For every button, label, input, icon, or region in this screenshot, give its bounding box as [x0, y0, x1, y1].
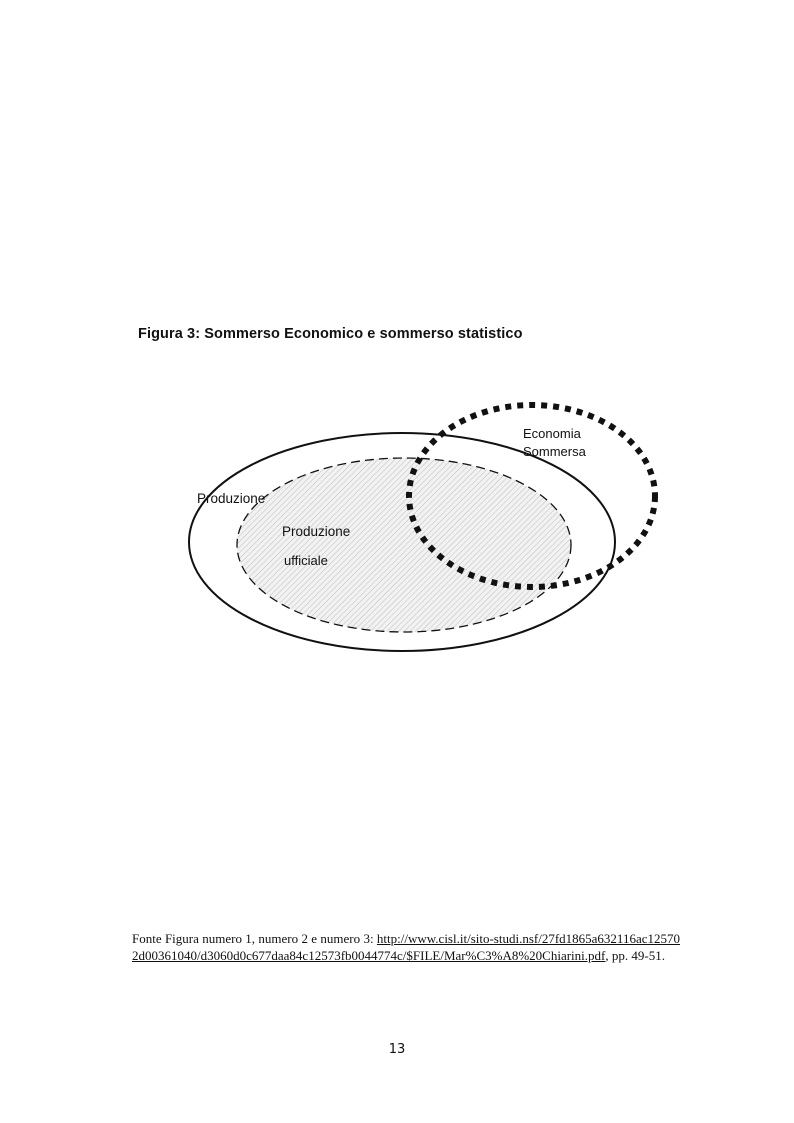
- produzione-ufficiale-ellipse: [237, 458, 571, 632]
- source-prefix: Fonte Figura numero 1, numero 2 e numero 3:: [132, 931, 377, 946]
- page-number: 13: [388, 1042, 406, 1057]
- source-suffix: , pp. 49-51.: [605, 948, 665, 963]
- economia-sommersa-label-line2: Sommersa: [523, 444, 586, 459]
- figure-title: Figura 3: Sommerso Economico e sommerso statistico: [138, 326, 523, 342]
- produzione-label: Produzione: [197, 491, 266, 506]
- produzione-ufficiale-label-line2: ufficiale: [284, 553, 328, 568]
- produzione-ufficiale-label-line1: Produzione: [282, 524, 351, 539]
- economia-sommersa-label-line1: Economia: [523, 426, 581, 441]
- source-note: [132, 930, 680, 964]
- source-link[interactable]: http://www.cisl.it/sito-studi.nsf/27fd1865a632116ac125702d00361040/d3060d0c677daa84c12573fb0044774c/$FILE/Mar%C3%A8%20Chiarini.pdf: [132, 931, 680, 963]
